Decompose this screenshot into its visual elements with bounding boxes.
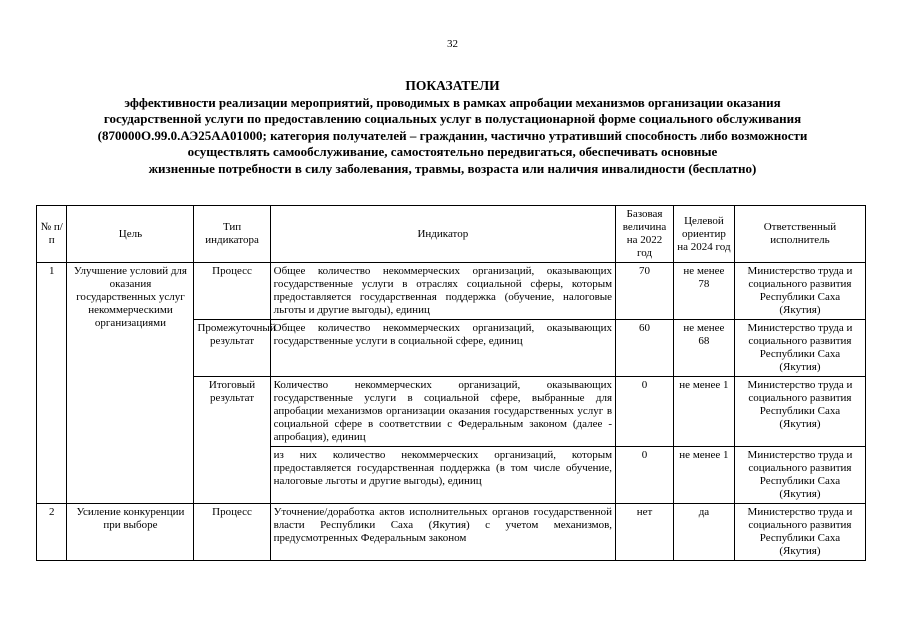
header-indicator: Индикатор <box>270 206 615 263</box>
cell-indicator: Уточнение/доработка актов исполнительных органов государственной власти Республики Саха (Якутия) с учетом механизмов, предусмотренных Федеральным законом <box>270 504 615 561</box>
header-responsible: Ответственный исполнитель <box>734 206 865 263</box>
cell-type: Итоговый результат <box>194 377 270 504</box>
cell-goal: Улучшение условий для оказания государственных услуг некоммерческими организациями <box>67 263 194 504</box>
cell-target: не менее 1 <box>673 447 734 504</box>
page-number: 32 <box>447 38 458 50</box>
cell-responsible: Министерство труда и социального развития Республики Саха (Якутия) <box>734 377 865 447</box>
cell-type: Промежуточный результат <box>194 320 270 377</box>
table-header-row <box>37 206 866 263</box>
cell-target: не менее 1 <box>673 377 734 447</box>
cell-target: не менее 68 <box>673 320 734 377</box>
cell-responsible: Министерство труда и социального развития Республики Саха (Якутия) <box>734 447 865 504</box>
cell-target: да <box>673 504 734 561</box>
cell-indicator: Общее количество некоммерческих организаций, оказывающих государственные услуги в отраслях социальной сферы, которым предоставляется государственная поддержка (обучение, налоговые льготы и другие выгоды), единиц <box>270 263 615 320</box>
cell-type: Процесс <box>194 263 270 320</box>
header-base: Базовая величина на 2022 год <box>616 206 674 263</box>
table-row <box>37 263 866 320</box>
cell-indicator: из них количество некоммерческих организаций, которым предоставляется государственная поддержка (в том числе обучение, налоговые льготы и другие выгоды), единиц <box>270 447 615 504</box>
header-type: Тип индикатора <box>194 206 270 263</box>
cell-type: Процесс <box>194 504 270 561</box>
cell-base: 0 <box>616 377 674 447</box>
cell-base: 60 <box>616 320 674 377</box>
cell-num: 1 <box>37 263 67 504</box>
title-subtitle: эффективности реализации мероприятий, проводимых в рамках апробации механизмов организации оказания государственной услуги по предоставлению социальных услуг в полустационарной форме социального обслуживания (870000О.99.0.АЭ25АА01000; категория получателей – гражданин, частично утративший способность либо возможности осуществлять самообслуживание, самостоятельно передвигаться, обеспечивать основные жизненные потребности в силу заболевания, травмы, возраста или наличия инвалидности (бесплатно) <box>97 94 808 176</box>
header-goal: Цель <box>67 206 194 263</box>
cell-target: не менее 78 <box>673 263 734 320</box>
header-num: № п/п <box>37 206 67 263</box>
cell-responsible: Министерство труда и социального развития Республики Саха (Якутия) <box>734 320 865 377</box>
cell-base: 70 <box>616 263 674 320</box>
cell-indicator: Количество некоммерческих организаций, оказывающих государственные услуги в социальной сфере, выбранные для апробации механизмов организации оказания государственных услуг в социальной сфере в соответствии с Федеральным законом (далее - апробация), единиц <box>270 377 615 447</box>
table-row <box>37 504 866 561</box>
cell-base: нет <box>616 504 674 561</box>
cell-base: 0 <box>616 447 674 504</box>
document-title <box>30 78 875 177</box>
cell-indicator: Общее количество некоммерческих организаций, оказывающих государственные услуги в социальной сфере, единиц <box>270 320 615 377</box>
cell-goal: Усиление конкуренции при выборе <box>67 504 194 561</box>
cell-responsible: Министерство труда и социального развития Республики Саха (Якутия) <box>734 504 865 561</box>
indicators-table <box>36 205 866 561</box>
cell-num: 2 <box>37 504 67 561</box>
header-target: Целевой ориентир на 2024 год <box>673 206 734 263</box>
title-main: ПОКАЗАТЕЛИ <box>405 78 500 93</box>
cell-responsible: Министерство труда и социального развития Республики Саха (Якутия) <box>734 263 865 320</box>
